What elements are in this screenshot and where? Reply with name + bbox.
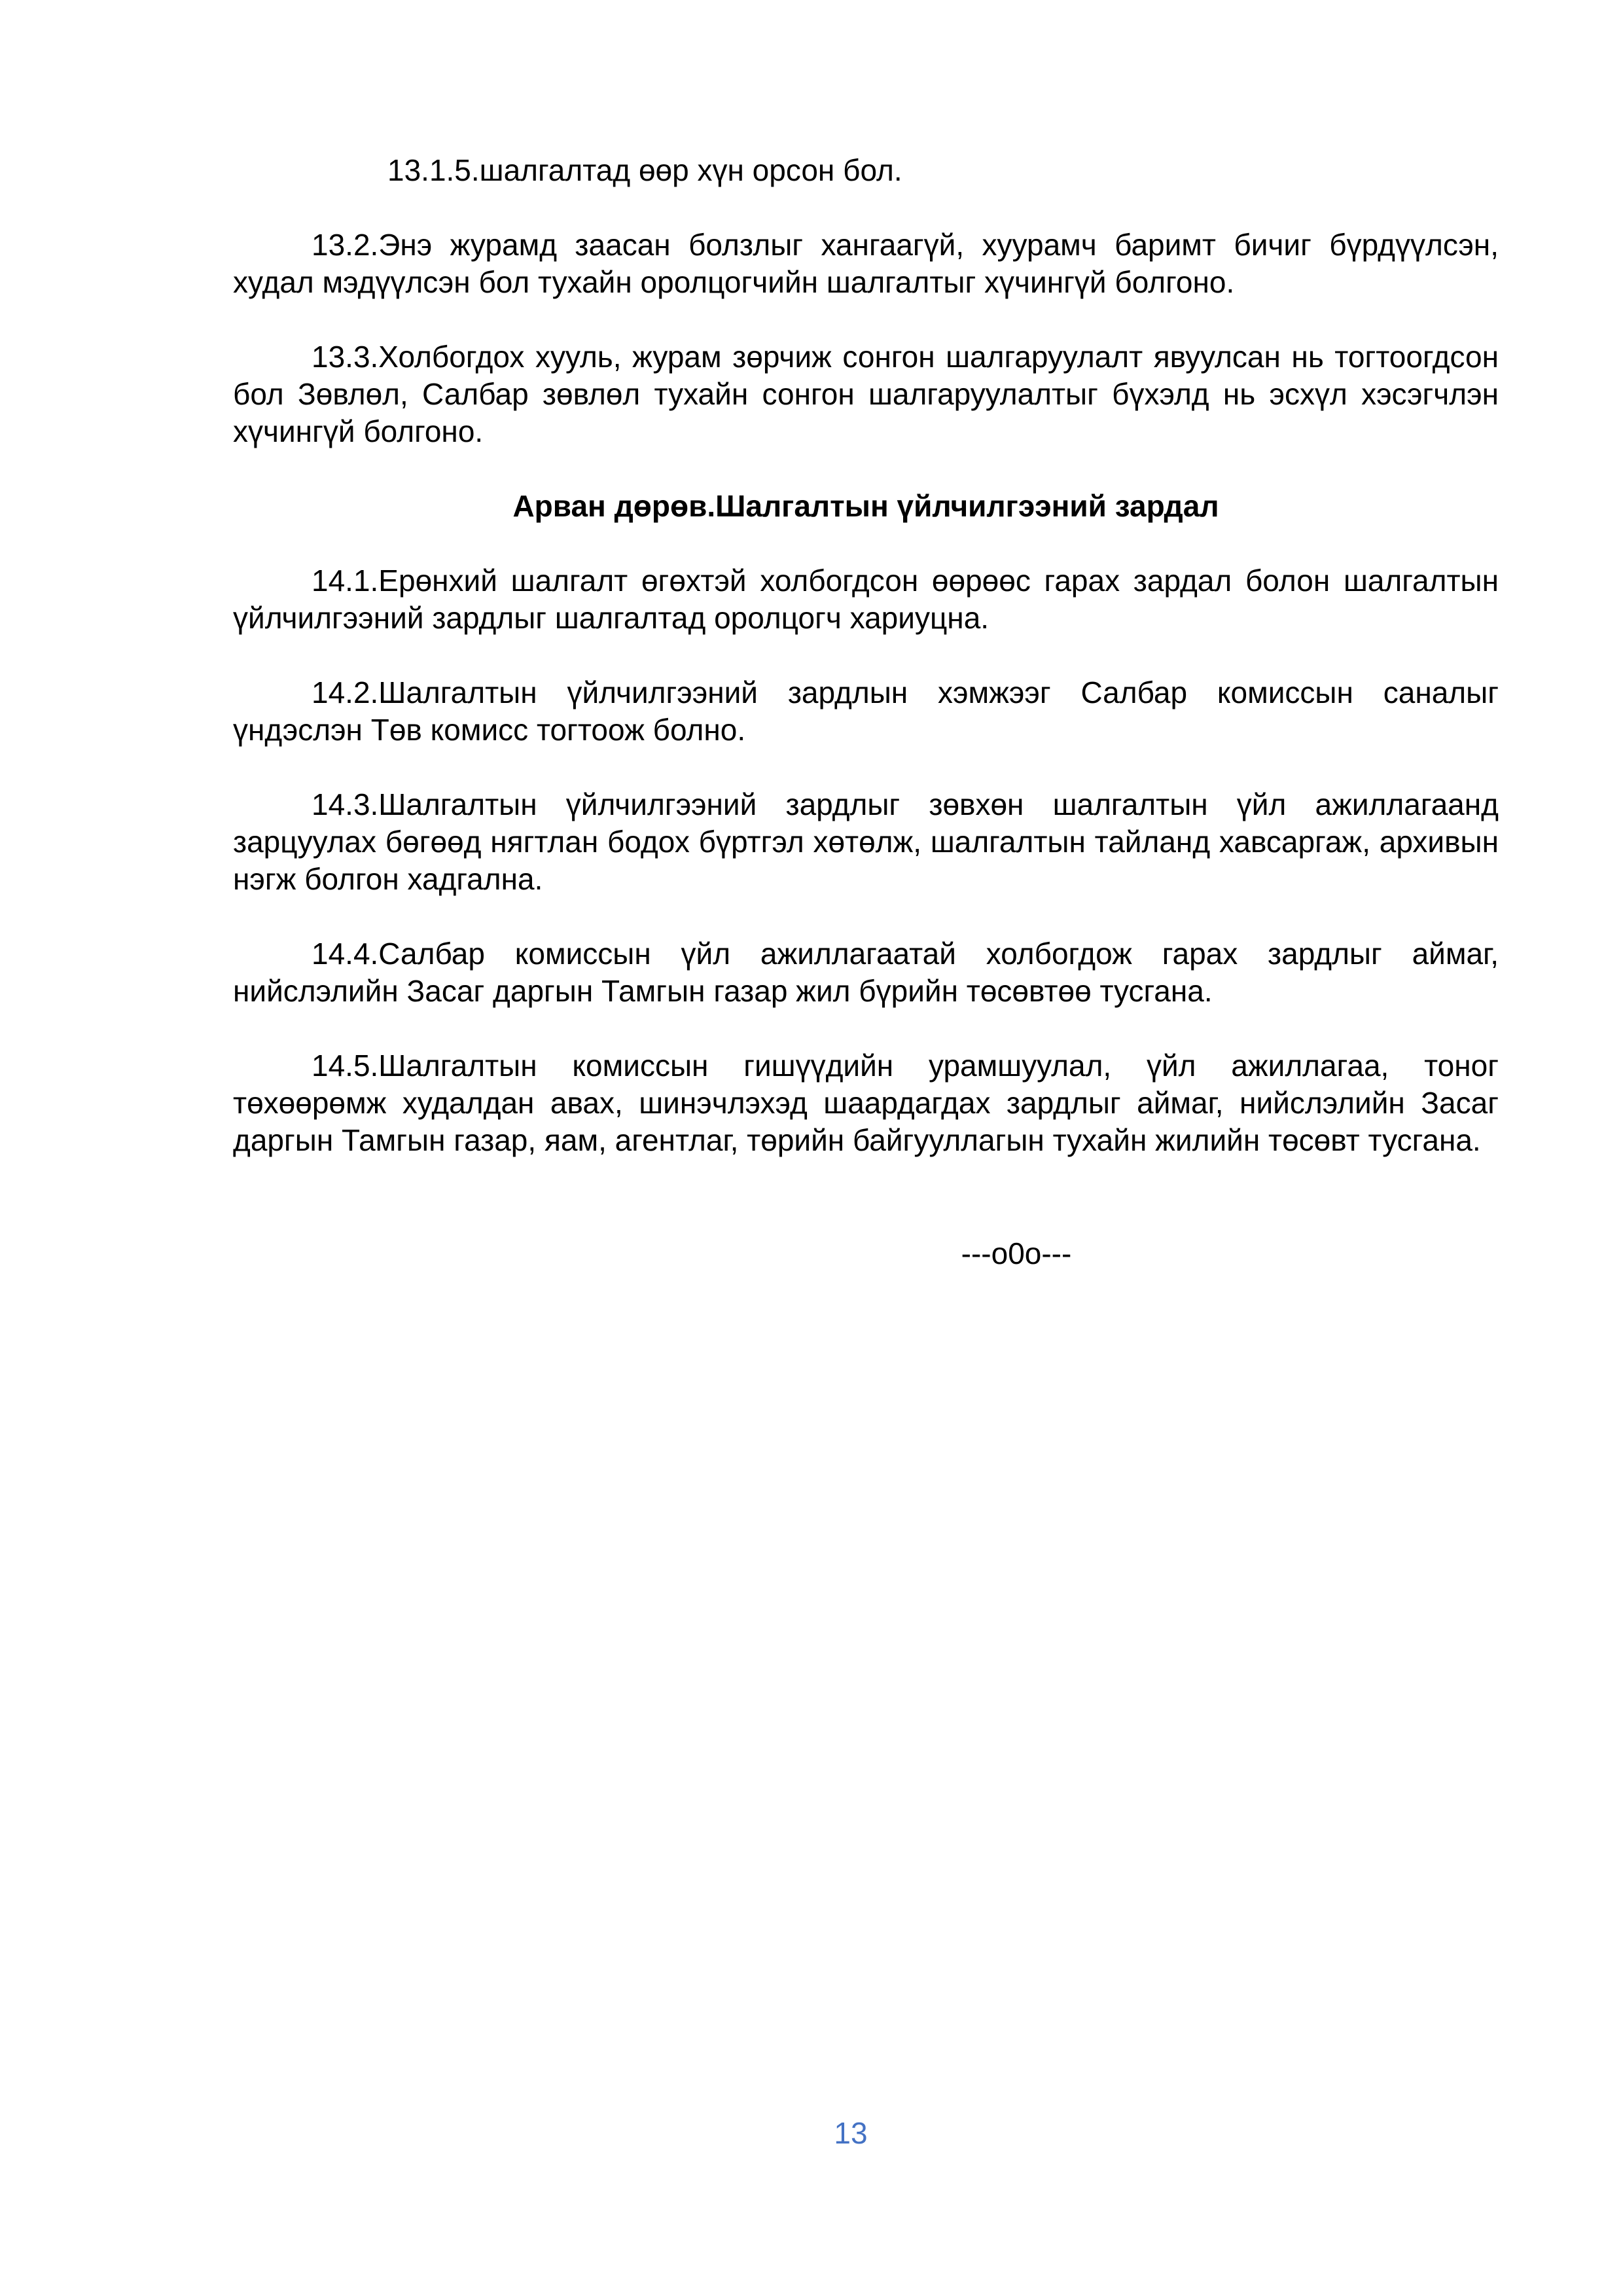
clause-14-3: 14.3.Шалгалтын үйлчилгээний зардлыг зөвхөн шалгалтын үйл ажиллагаанд зарцуулах бөгөөд нягтлан бодох бүртгэл хөтөлж, шалгалтын тайланд хавсаргаж, архивын нэгж болгон хадгална. [233, 787, 1499, 896]
section-heading: Арван дөрөв.Шалгалтын үйлчилгээний зардал [512, 489, 1219, 523]
clause-14-1: 14.1.Ерөнхий шалгалт өгөхтэй холбогдсон өөрөөс гарах зардал болон шалгалтын үйлчилгээний зардлыг шалгалтад оролцогч хариуцна. [233, 564, 1499, 635]
page-content [233, 152, 1499, 1272]
end-of-document-mark: ---o0o--- [961, 1236, 1072, 1270]
clause-14-5: 14.5.Шалгалтын комиссын гишүүдийн урамшуулал, үйл ажиллагаа, тоног төхөөрөмж худалдан авах, шинэчлэхэд шаардагдах зардлыг аймаг, нийслэлийн Засаг даргын Тамгын газар, яам, агентлаг, төрийн байгууллагын тухайн жилийн төсөвт тусгана. [233, 1049, 1499, 1157]
clause-13-2: 13.2.Энэ журамд заасан болзлыг хангаагүй, хуурамч баримт бичиг бүрдүүлсэн, худал мэдүүлсэн бол тухайн оролцогчийн шалгалтыг хүчингүй болгоно. [233, 228, 1499, 299]
clause-13-3: 13.3.Холбогдох хууль, журам зөрчиж сонгон шалгаруулалт явуулсан нь тогтоогдсон бол Зөвлөл, Салбар зөвлөл тухайн сонгон шалгаруулалтыг бүхэлд нь эсхүл хэсэгчлэн хүчингүй болгоно. [233, 340, 1499, 448]
page-number: 13 [834, 2116, 868, 2150]
clause-14-4: 14.4.Салбар комиссын үйл ажиллагаатай холбогдож гарах зардлыг аймаг, нийслэлийн Засаг даргын Тамгын газар жил бүрийн төсөвтөө тусгана. [233, 937, 1499, 1008]
clause-14-2: 14.2.Шалгалтын үйлчилгээний зардлын хэмжээг Салбар комиссын саналыг үндэслэн Төв комисс тогтоож болно. [233, 675, 1499, 747]
clause-13-1-5: 13.1.5.шалгалтад өөр хүн орсон бол. [387, 153, 902, 187]
